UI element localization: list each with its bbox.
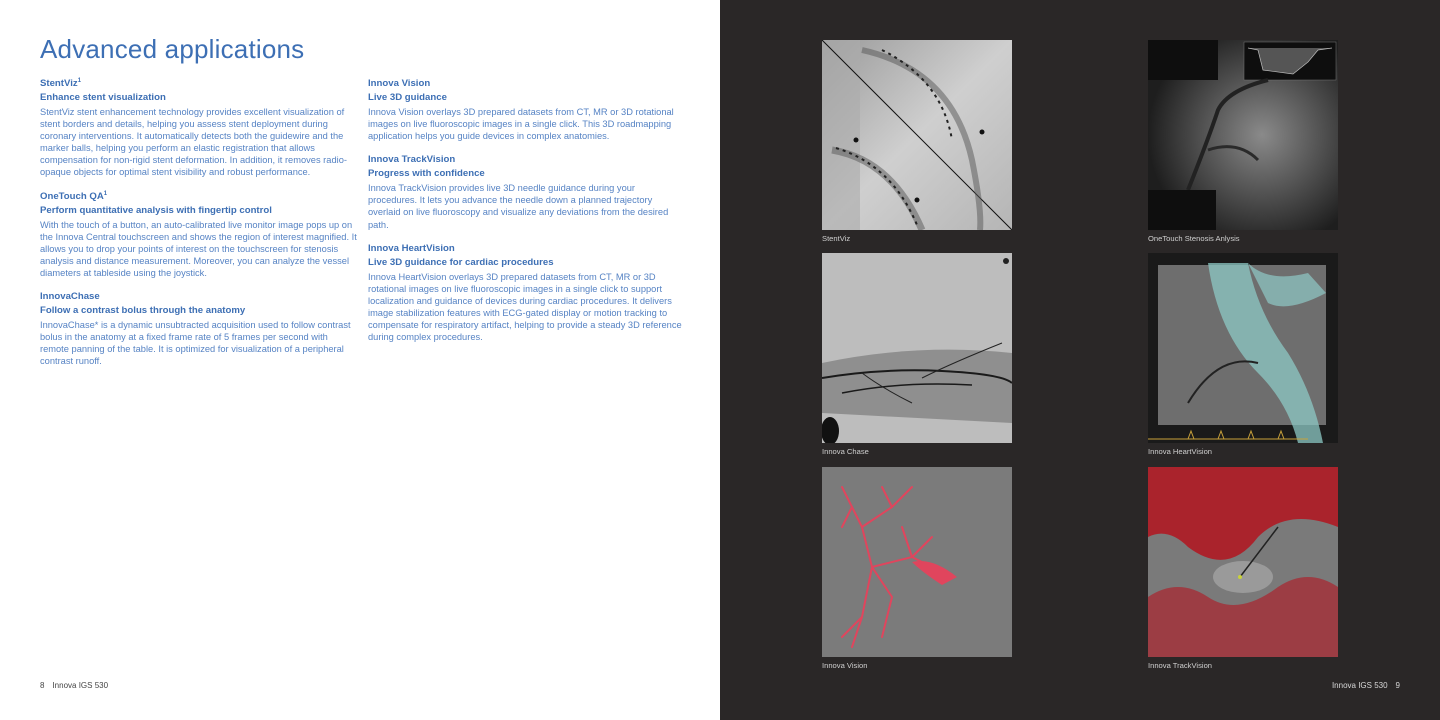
figure-caption: Innova HeartVision bbox=[1148, 447, 1213, 456]
page-number: 9 bbox=[1395, 681, 1400, 690]
section-heading: StentViz$^1$ bbox=[40, 78, 82, 89]
footer-left bbox=[40, 681, 116, 690]
figure-innova-trackvision bbox=[1148, 467, 1338, 670]
section-subheading: Progress with confidence bbox=[368, 168, 485, 180]
section-innovachase bbox=[40, 291, 358, 367]
section-subheading: Live 3D guidance for cardiac procedures bbox=[368, 256, 554, 268]
figure-innova-heartvision bbox=[1148, 253, 1338, 456]
section-heading: Innova TrackVision bbox=[368, 154, 456, 166]
section-innova-heartvision bbox=[368, 243, 686, 344]
figure-caption: Innova Vision bbox=[822, 661, 868, 670]
section-innova-trackvision bbox=[368, 154, 686, 230]
section-body: Innova TrackVision provides live 3D needle guidance during your procedures. It lets you advance the needle down a planned trajectory overlaid on live fluoroscopy and visualize any deviations from the desired path. bbox=[368, 183, 669, 230]
section-subheading: Live 3D guidance bbox=[368, 92, 447, 103]
figure-innova-vision bbox=[822, 467, 1012, 670]
footer-product-name: Innova IGS 530 bbox=[1331, 681, 1388, 690]
text-column-1 bbox=[40, 78, 358, 379]
figure-stentviz bbox=[822, 40, 1012, 243]
page-number: 8 bbox=[40, 681, 45, 690]
footer-right bbox=[1324, 681, 1400, 690]
section-stentviz bbox=[40, 78, 358, 179]
section-subheading: Perform quantitative analysis with fingertip control bbox=[40, 204, 272, 216]
section-innova-vision bbox=[368, 78, 686, 142]
section-body: StentViz stent enhancement technology provides excellent visualization of stent borders and details, helping you assess stent deployment during coronary interventions. It automatically detects both the guidewire and the marker balls, helping you perform an elastic registration that allows compensation for non-rigid stent deformation. In addition, it removes radio-opaque objects for optimal stent visibility and robust performance. bbox=[40, 107, 347, 178]
section-heading: InnovaChase bbox=[40, 291, 100, 303]
onetouch-image bbox=[1148, 40, 1338, 230]
stentviz-image bbox=[822, 40, 1012, 230]
footer-product-name: Innova IGS 530 bbox=[52, 681, 109, 690]
innova-chase-image bbox=[822, 253, 1012, 443]
innova-trackvision-image bbox=[1148, 467, 1338, 657]
section-heading: Innova HeartVision bbox=[368, 242, 455, 254]
section-onetouch-qa bbox=[40, 191, 358, 279]
innova-vision-image bbox=[822, 467, 1012, 657]
figure-innova-chase bbox=[822, 253, 1012, 456]
figure-caption: OneTouch Stenosis Anlysis bbox=[1148, 234, 1240, 243]
section-heading: OneTouch $QA^1$ bbox=[40, 190, 108, 202]
figure-caption: StentViz bbox=[822, 234, 851, 243]
section-body: Innova HeartVision overlays 3D prepared datasets from CT, MR or 3D rotational images on live fluoroscopic images in a single click to support localization and guidance of devices during cardiac procedures. It delivers image stabilization features with ECG-gated display or motion tracking to compensate for respiratory artifact, helping to provide a steady 3D reference during complex procedures. bbox=[368, 271, 682, 343]
figure-onetouch bbox=[1148, 40, 1338, 243]
section-subheading: Enhance stent visualization bbox=[40, 92, 166, 103]
page-title: Advanced applications bbox=[40, 34, 305, 64]
section-subheading: Follow a contrast bolus through the anatomy bbox=[40, 305, 246, 317]
section-body: Innova Vision overlays 3D prepared datasets from CT, MR or 3D rotational images on live fluoroscopic images in a single click. This 3D roadmapping application helps you guide devices in complex anatomies. bbox=[368, 107, 674, 142]
figure-caption: Innova Chase bbox=[822, 447, 869, 456]
text-column-2 bbox=[368, 78, 686, 355]
section-body: With the touch of a button, an auto-calibrated live monitor image pops up on the Innova Central touchscreen and shows the region of interest magnified. It allows you to drop your points of interest on the touchscreen for stenosis analysis and distance measurement. Moreover, you can analyze the vessel diameters at tableside using the joystick. bbox=[40, 219, 357, 278]
figure-caption: Innova TrackVision bbox=[1148, 661, 1213, 670]
section-body: InnovaChase* is a dynamic unsubtracted acquisition used to follow contrast bolus in the anatomy at a fixed frame rate of 5 frames per second with remote panning of the table. It is optimized for visualization of a peripheral contrast runoff. bbox=[40, 320, 351, 367]
section-heading: Innova Vision bbox=[368, 78, 431, 89]
innova-heartvision-image bbox=[1148, 253, 1338, 443]
right-page bbox=[720, 0, 1440, 720]
